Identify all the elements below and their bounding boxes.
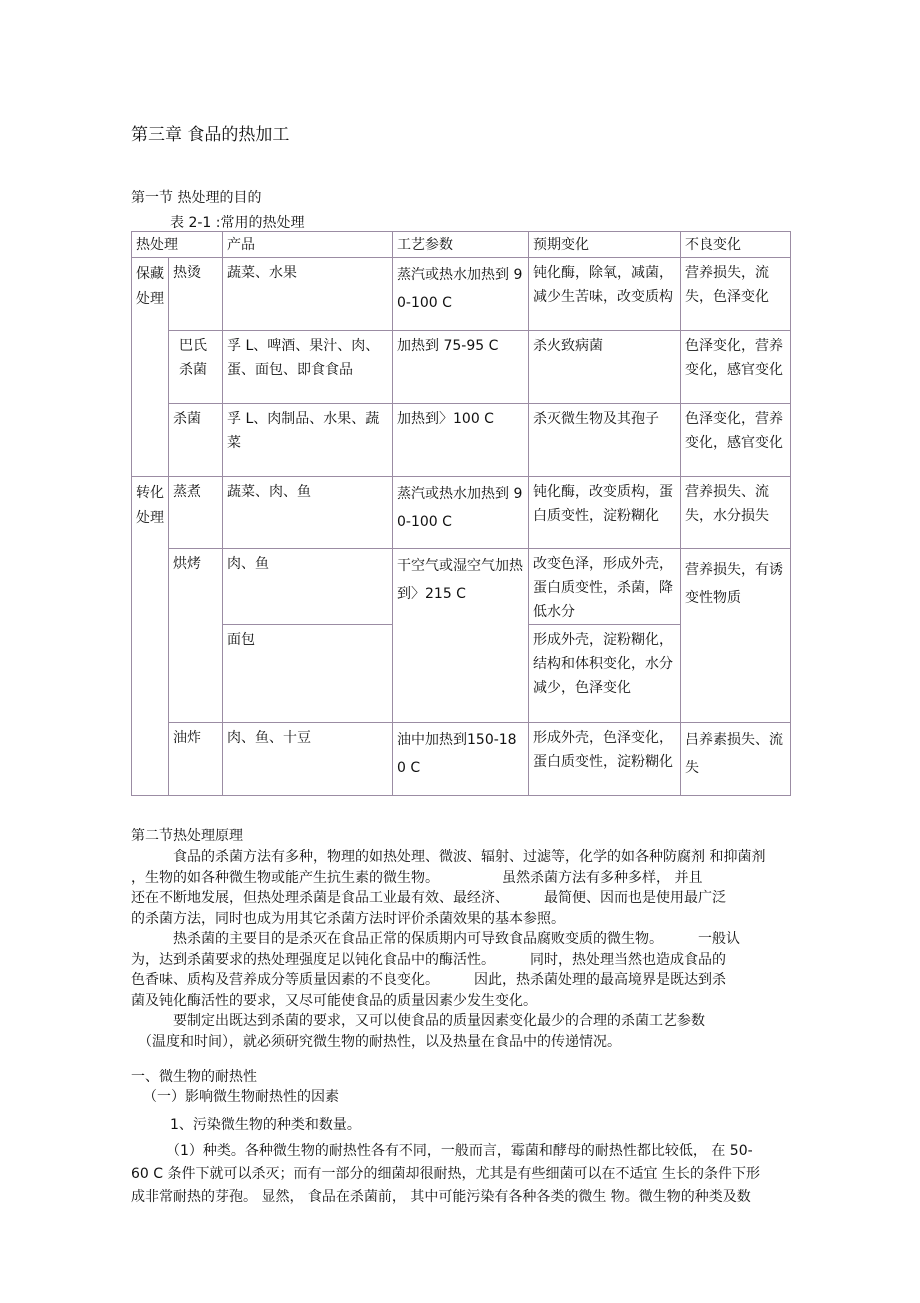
product-cell: 肉、鱼 (223, 549, 393, 625)
group-label: 保藏处理 (132, 258, 169, 477)
type-cell: 杀菌 (169, 404, 223, 477)
type-cell: 蒸煮 (169, 477, 223, 549)
paragraph-line: 的杀菌方法，同时也成为用其它杀菌方法时评价杀菌效果的基本参照。 (131, 910, 565, 927)
paragraph-line: 菌及钝化酶活性的要求，又尽可能使食品的质量因素少发生变化。 (131, 992, 537, 1009)
expected-cell: 杀火致病菌 (529, 331, 681, 404)
table-row (132, 549, 791, 625)
paragraph-line: 食品的杀菌方法有多种，物理的如热处理、微波、辐射、过滤等，化学的如各种防腐剂 和抑菌剂 (131, 849, 766, 865)
section-1-title: 第一节 热处理的目的 (131, 190, 262, 206)
product-cell: 孚 L、啤酒、果汁、肉、 蛋、面包、即食食品 (223, 331, 393, 404)
adverse-cell: 营养损失，流失，色泽变化 (681, 258, 791, 331)
paragraph-line: 要制定出既达到杀菌的要求，又可以使食品的质量因素变化最少的合理的杀菌工艺参数 (131, 1013, 705, 1029)
section-2-body (131, 847, 765, 1052)
expected-cell: 形成外壳，色泽变化，蛋白质变性，淀粉糊化 (529, 723, 681, 796)
part-1-title: 一、微生物的耐热性 (131, 1069, 257, 1085)
adverse-cell: 营养损失，有诱变性物质 (681, 549, 791, 723)
expected-cell: 钝化酶，改变质构，蛋白质变性，淀粉糊化 (529, 477, 681, 549)
table-caption: 表 2-1 :常用的热处理 (170, 215, 305, 231)
header-cell: 热处理 (132, 232, 223, 258)
paragraph-line: 60 C 条件下就可以杀灭；而有一部分的细菌却很耐热，尤其是有些细菌可以在不适宜 生长的条件下形 (131, 1166, 760, 1182)
table-row (132, 404, 791, 477)
paragraph-line: 为，达到杀菌要求的热处理强度足以钝化食品中的酶活性。 同时，热处理当然也造成食品的 (131, 951, 726, 968)
heat-treatment-table (131, 231, 791, 796)
part-1-item: 1、污染微生物的种类和数量。 (170, 1117, 361, 1133)
type-cell: 油炸 (169, 723, 223, 796)
params-cell: 蒸汽或热水加热到 90-100 C (393, 258, 529, 331)
expected-cell: 形成外壳，淀粉糊化，结构和体积变化，水分减少，色泽变化 (529, 625, 681, 723)
paragraph-line: 色香味、质构及营养成分等质量因素的不良变化。 因此，热杀菌处理的最高境界是既达到杀 (131, 972, 726, 988)
params-cell: 油中加热到150-180 C (393, 723, 529, 796)
chapter-title: 第三章 食品的热加工 (131, 125, 290, 145)
table-header-row (132, 232, 791, 258)
type-cell: 热烫 (169, 258, 223, 331)
adverse-cell: 色泽变化，营养变化，感官变化 (681, 404, 791, 477)
params-cell: 加热到〉100 C (393, 404, 529, 477)
type-cell: 巴氏杀菌 (169, 331, 223, 404)
header-cell: 产品 (223, 232, 393, 258)
paragraph-line: ，生物的如各种微生物或能产生抗生素的微生物。 虽然杀菌方法有多种多样， 并且 (131, 869, 703, 886)
adverse-cell: 色泽变化，营养变化，感官变化 (681, 331, 791, 404)
group-label: 转化处理 (132, 477, 169, 796)
params-cell: 加热到 75-95 C (393, 331, 529, 404)
table-row (132, 477, 791, 549)
adverse-cell: 营养损失、流失，水分损失 (681, 477, 791, 549)
expected-cell: 改变色泽，形成外壳，蛋白质变性，杀菌，降低水分 (529, 549, 681, 625)
header-cell: 不良变化 (681, 232, 791, 258)
product-cell: 肉、鱼、十豆 (223, 723, 393, 796)
params-cell: 干空气或湿空气加热到〉215 C (393, 549, 529, 723)
table-row (132, 331, 791, 404)
product-cell: 面包 (223, 625, 393, 723)
table-row (132, 258, 791, 331)
paragraph-line: （1）种类。各种微生物的耐热性各有不同，一般而言，霉菌和酵母的耐热性都比较低， 在 50- (131, 1143, 753, 1159)
paragraph-line: 成非常耐热的芽孢。 显然， 食品在杀菌前， 其中可能污染有各种各类的微生 物。微生物的种类及数 (131, 1189, 751, 1205)
product-cell: 蔬菜、肉、鱼 (223, 477, 393, 549)
adverse-cell: 吕养素损失、流失 (681, 723, 791, 796)
paragraph-line: 热杀菌的主要目的是杀灭在食品正常的保质期内可导致食品腐败变质的微生物。 一般认 (131, 931, 740, 947)
header-cell: 预期变化 (529, 232, 681, 258)
header-cell: 工艺参数 (393, 232, 529, 258)
expected-cell: 钝化酶，除氧，减菌，减少生苦味，改变质构 (529, 258, 681, 331)
part-1-body (131, 1140, 760, 1209)
part-1-subtitle: （一）影响微生物耐热性的因素 (143, 1089, 339, 1105)
section-2-title: 第二节热处理原理 (131, 828, 243, 844)
product-cell: 孚 L、肉制品、水果、蔬菜 (223, 404, 393, 477)
table-row (132, 723, 791, 796)
params-cell: 蒸汽或热水加热到 90-100 C (393, 477, 529, 549)
type-cell: 烘烤 (169, 549, 223, 723)
paragraph-line: 还在不断地发展，但热处理杀菌是食品工业最有效、最经济、 最简便、因而也是使用最广泛 (131, 890, 726, 906)
expected-cell: 杀灭微生物及其孢子 (529, 404, 681, 477)
product-cell: 蔬菜、水果 (223, 258, 393, 331)
paragraph-line: （温度和时间），就必须研究微生物的耐热性，以及热量在食品中的传递情况。 (131, 1033, 621, 1050)
